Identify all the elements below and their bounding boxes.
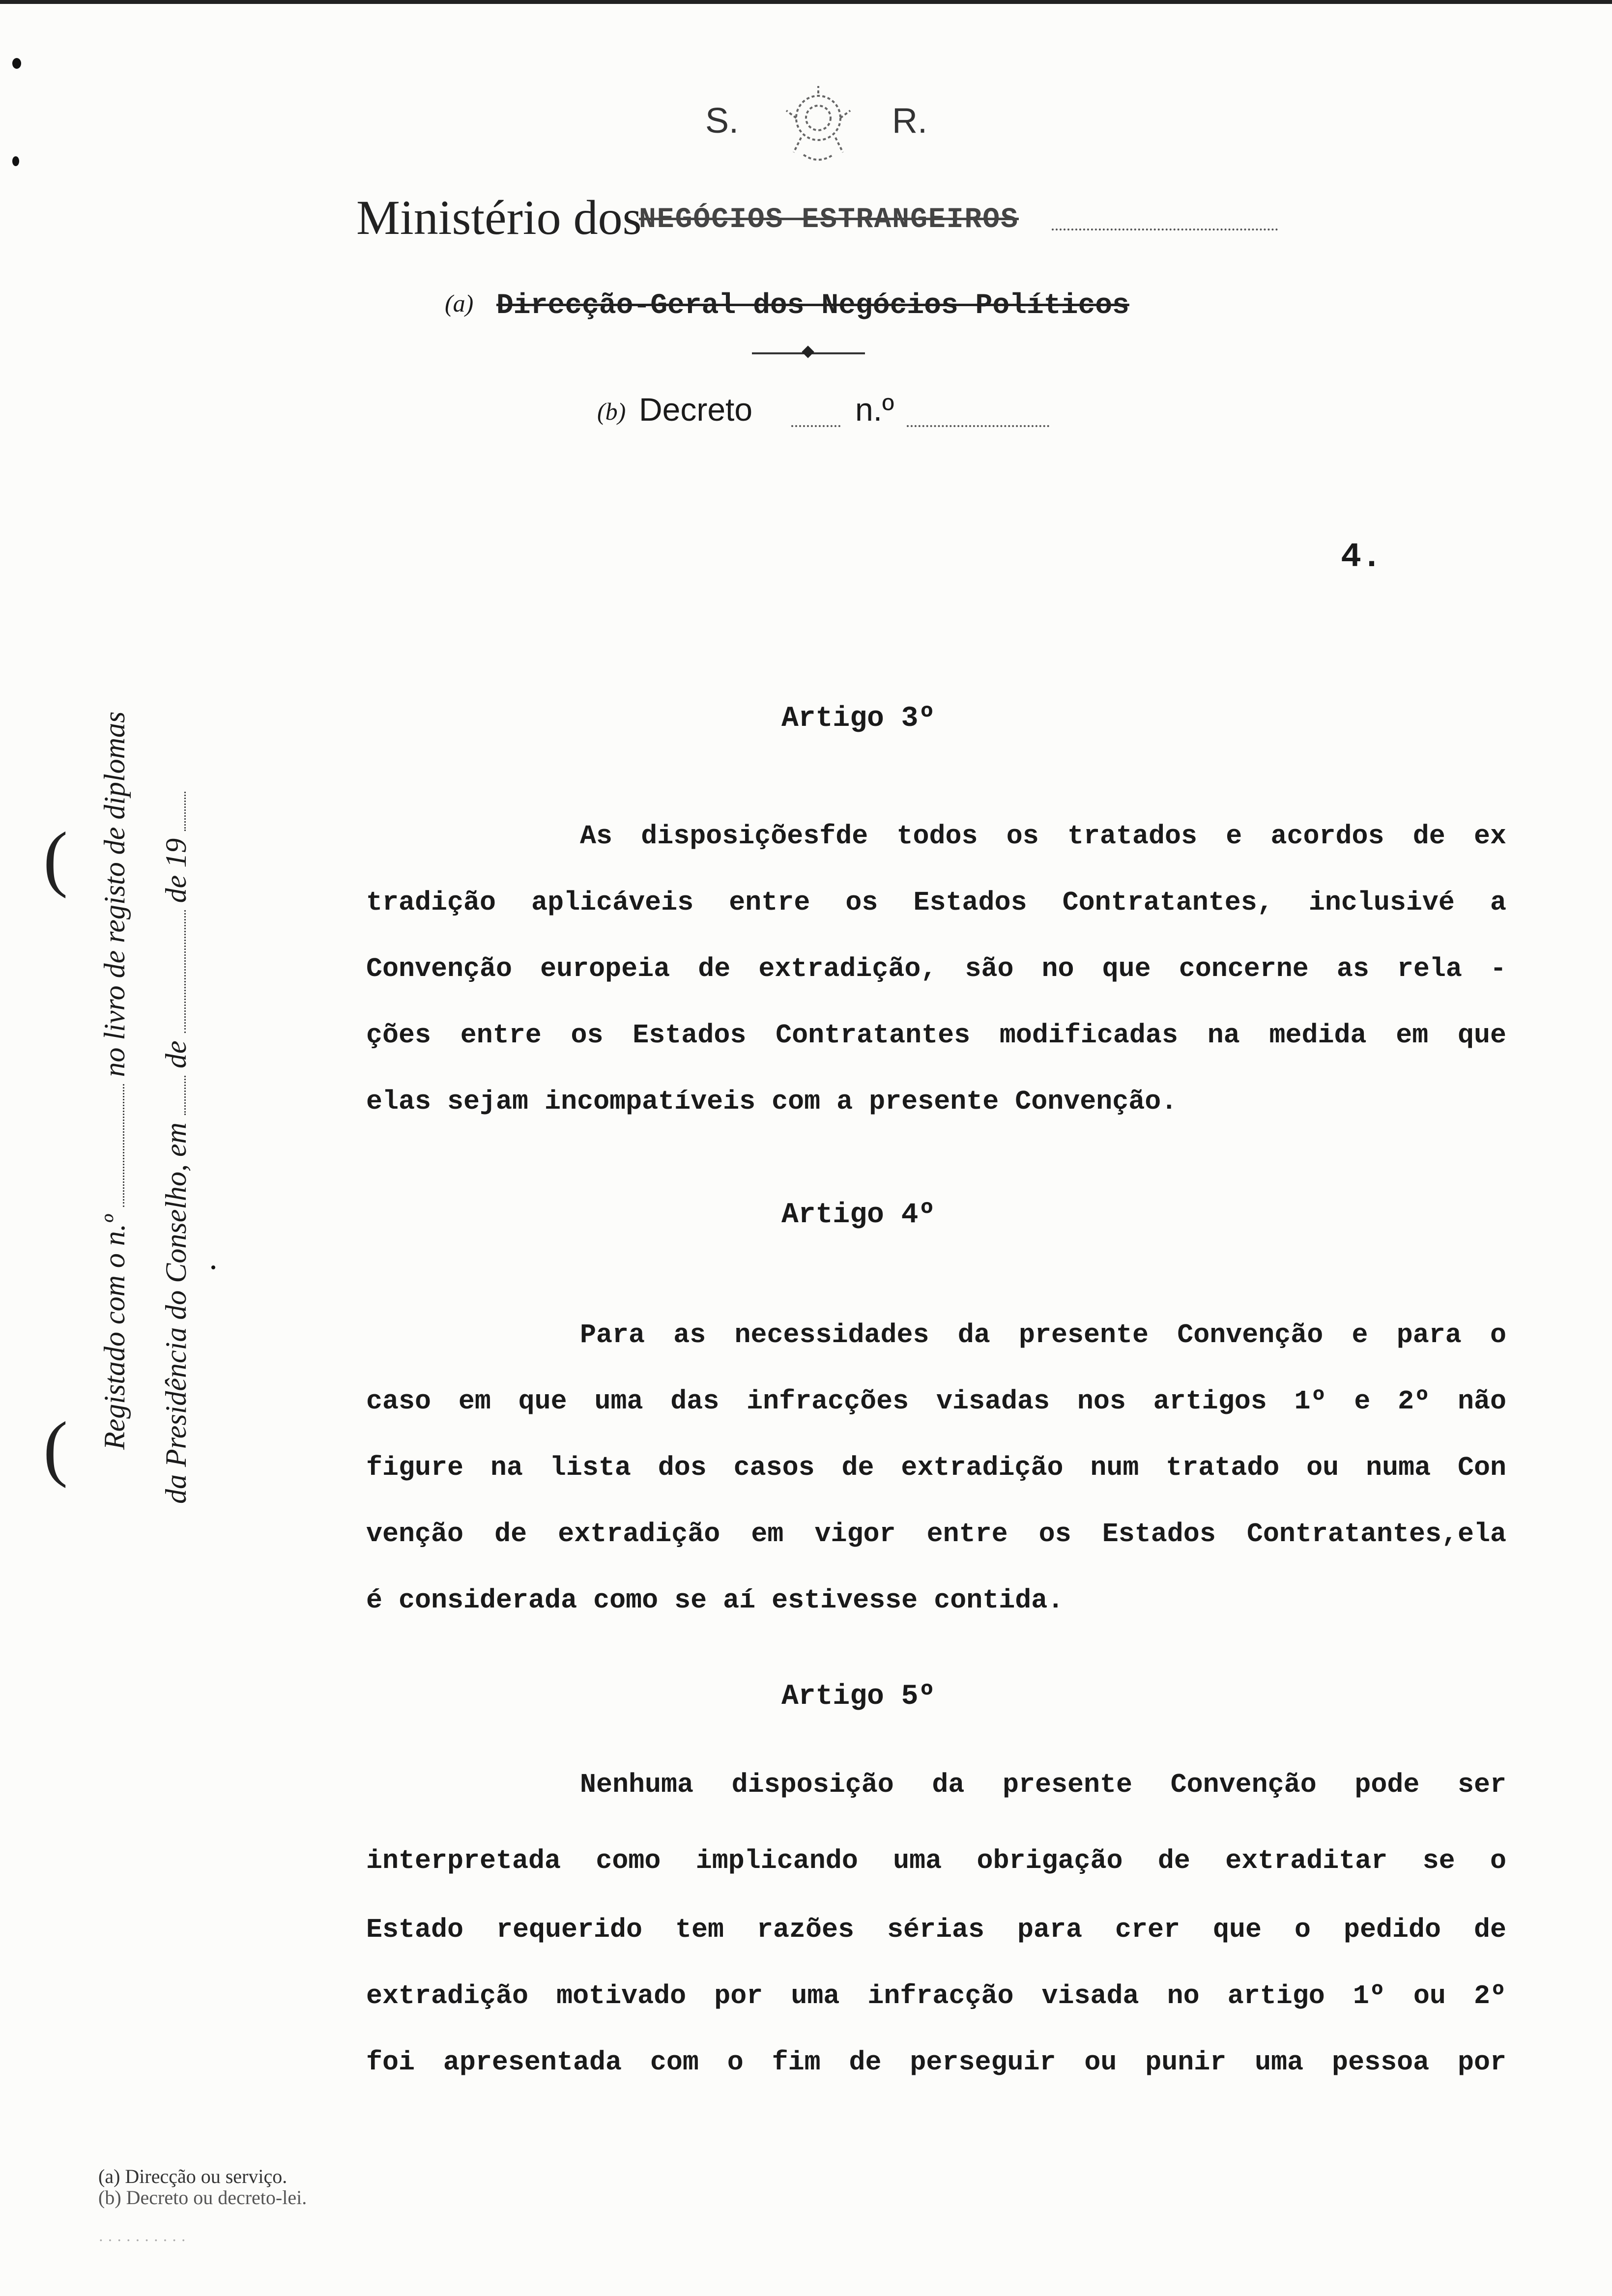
page-number: 4. [1341, 538, 1382, 577]
margin-registration-line-2 [155, 792, 193, 1504]
article-5-line: extradição motivado por uma infracção visada no artigo 1º ou 2º [366, 1980, 1506, 2011]
article-3-line: elas sejam incompatíveis com a presente Convenção. [366, 1086, 1178, 1117]
registration-month-label: de [160, 1040, 192, 1068]
decreto-blank [791, 425, 840, 427]
article-4-line: Para as necessidades da presente Convenção e para o [580, 1320, 1506, 1350]
decreto-number-label: n.º [855, 391, 894, 428]
margin-registration-line-1 [93, 712, 132, 1450]
top-border [0, 0, 1612, 4]
ministry-label: Ministério dos [356, 190, 642, 245]
article-4-line: é considerada como se aí estivesse contida. [366, 1585, 1064, 1616]
header-r-letter: R. [892, 101, 927, 141]
registration-book-label: no livro de registo de diplomas [98, 711, 131, 1077]
article-3-line: tradição aplicáveis entre os Estados Contratantes, inclusivé a [366, 887, 1506, 918]
footnote-a: (a) Direcção ou serviço. [98, 2165, 288, 2187]
margin-bracket-bottom: ( [43, 1407, 68, 1489]
article-4-line: venção de extradição em vigor entre os Estados Contratantes,ela [366, 1519, 1506, 1550]
scan-speck [12, 58, 21, 69]
article-4-heading: Artigo 4º [781, 1199, 936, 1231]
decreto-number-blank [907, 425, 1049, 427]
margin-bracket-top: ( [43, 817, 68, 899]
article-5-line: Estado requerido tem razões sérias para crer que o pedido de [366, 1914, 1506, 1945]
article-3-line: Convenção europeia de extradição, são no que concerne as rela - [366, 953, 1506, 984]
footnote-b: (b) Decreto ou decreto-lei. [98, 2186, 307, 2209]
registration-month-blank [155, 910, 186, 1033]
article-4-line: caso em que uma das infracções visadas nos artigos 1º e 2º não [366, 1386, 1506, 1417]
decreto-footnote-mark: (b) [597, 398, 626, 425]
header-s-letter: S. [705, 101, 739, 141]
separator-diamond [802, 345, 814, 358]
registration-number-label: Registado com o n.º [98, 1214, 131, 1450]
registration-number-blank [93, 1084, 124, 1207]
article-5-line: interpretada como implicando uma obrigação de extraditar se o [366, 1845, 1506, 1876]
direction-name: Direcção-Geral dos Negócios Políticos [496, 290, 1129, 322]
ministry-dotted-line [1052, 229, 1278, 230]
article-5-heading: Artigo 5º [781, 1681, 936, 1713]
printer-mark: · · · · · · · · · · [98, 2231, 186, 2249]
decreto-label: Decreto [639, 391, 753, 428]
scan-speck [211, 1265, 215, 1269]
registration-year-label: de 19 [160, 838, 192, 903]
article-4-line: figure na lista dos casos de extradição num tratado ou numa Con [366, 1452, 1506, 1483]
registration-day-blank [155, 1076, 186, 1115]
coat-of-arms-seal [767, 84, 870, 167]
registration-year-blank [155, 792, 186, 831]
article-3-line: ções entre os Estados Contratantes modificadas na medida em que [366, 1020, 1506, 1051]
article-5-line: foi apresentada com o fim de perseguir ou punir uma pessoa por [366, 2047, 1506, 2078]
article-5-line: Nenhuma disposição da presente Convenção pode ser [580, 1769, 1506, 1800]
direction-footnote-mark: (a) [445, 289, 474, 317]
article-3-line: As disposiçõesfde todos os tratados e acordos de ex [580, 821, 1506, 852]
ministry-name: NEGÓCIOS ESTRANGEIROS [639, 204, 1019, 236]
registration-date-label: da Presidência do Conselho, em [160, 1122, 192, 1504]
scan-speck [12, 156, 19, 166]
article-3-heading: Artigo 3º [781, 703, 936, 735]
